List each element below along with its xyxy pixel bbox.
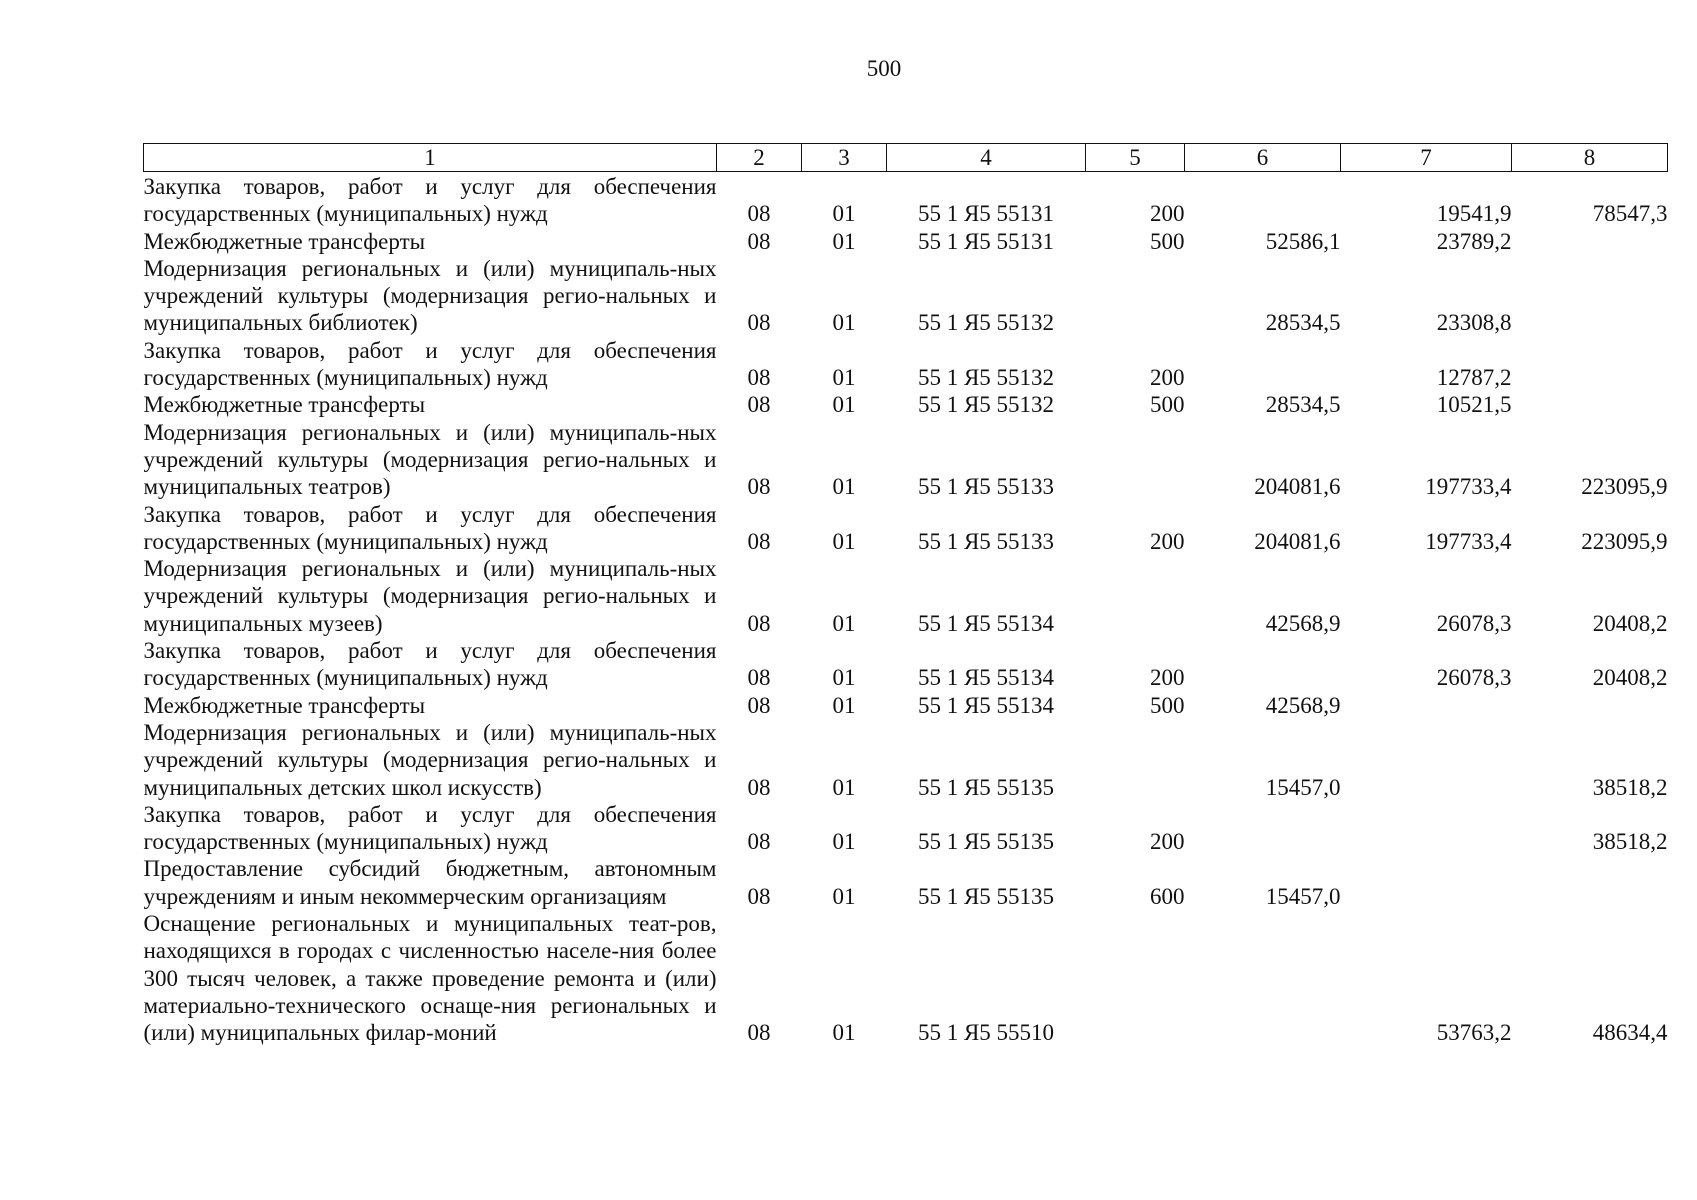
subsection-code: 01 <box>832 392 856 418</box>
amount-col-8: 38518,2 <box>1592 774 1668 800</box>
subsection-code: 01 <box>832 774 856 800</box>
section-code: 08 <box>747 228 771 254</box>
amount-col-8: 48634,4 <box>1592 1020 1668 1046</box>
subsection-code: 01 <box>832 365 856 391</box>
target-article-code: 55 1 Я5 55131 <box>917 228 1055 254</box>
amount-col-6: 52586,1 <box>1265 228 1341 254</box>
subsection-code: 01 <box>832 692 856 718</box>
amount-col-6 <box>1185 910 1341 1046</box>
amount-col-7: 197733,4 <box>1425 528 1512 554</box>
amount-col-8: 20408,2 <box>1592 610 1668 636</box>
amount-col-6 <box>1185 801 1341 856</box>
section-code: 08 <box>747 774 771 800</box>
amount-col-7 <box>1341 801 1512 856</box>
amount-col-7: 197733,4 <box>1425 474 1512 500</box>
amount-col-8 <box>1512 228 1668 255</box>
amount-col-8 <box>1512 391 1668 418</box>
row-description: Модернизация региональных и (или) муниципаль-ных учреждений культуры (модернизация регио-нальных и муниципальных детских школ искусств) <box>143 719 717 800</box>
expense-type-code <box>1086 910 1185 1046</box>
section-code: 08 <box>747 665 771 691</box>
table-row <box>144 419 1668 501</box>
row-description: Закупка товаров, работ и услуг для обеспечения государственных (муниципальных) нужд <box>143 638 717 691</box>
row-description: Модернизация региональных и (или) муниципаль-ных учреждений культуры (модернизация регио-нальных и муниципальных театров) <box>143 419 717 500</box>
amount-col-8: 78547,3 <box>1592 201 1668 227</box>
amount-col-6: 15457,0 <box>1265 774 1341 800</box>
amount-col-7: 53763,2 <box>1436 1020 1512 1046</box>
row-description: Межбюджетные трансферты <box>143 228 426 254</box>
table-row <box>144 228 1668 255</box>
subsection-code: 01 <box>832 528 856 554</box>
target-article-code: 55 1 Я5 55134 <box>917 610 1055 636</box>
amount-col-8: 223095,9 <box>1581 474 1668 500</box>
section-code: 08 <box>747 692 771 718</box>
row-description: Оснащение региональных и муниципальных теат-ров, находящихся в городах с численностью населе-ния более 300 тысяч человек, а также проведение ремонта и (или) материально-технического оснаще-ния региональных и (или) муниципальных филар-моний <box>143 911 717 1046</box>
column-header-1: 1 <box>144 144 717 172</box>
table-row <box>144 692 1668 719</box>
target-article-code: 55 1 Я5 55135 <box>917 774 1055 800</box>
amount-col-6 <box>1185 337 1341 392</box>
amount-col-7: 23308,8 <box>1436 310 1512 336</box>
amount-col-6: 42568,9 <box>1265 610 1341 636</box>
table-body <box>144 172 1668 1047</box>
subsection-code: 01 <box>832 665 856 691</box>
row-description: Межбюджетные трансферты <box>143 692 426 718</box>
target-article-code: 55 1 Я5 55132 <box>917 365 1055 391</box>
column-header-8: 8 <box>1512 144 1668 172</box>
section-code: 08 <box>747 883 771 909</box>
expense-type-code: 500 <box>1150 692 1185 718</box>
column-header-6: 6 <box>1185 144 1341 172</box>
header-row <box>144 144 1668 172</box>
column-header-7: 7 <box>1341 144 1512 172</box>
expense-type-code: 200 <box>1150 528 1185 554</box>
section-code: 08 <box>747 310 771 336</box>
row-description: Закупка товаров, работ и услуг для обеспечения государственных (муниципальных) нужд <box>143 501 717 554</box>
subsection-code: 01 <box>832 1020 856 1046</box>
column-header-2: 2 <box>717 144 802 172</box>
page-number: 500 <box>866 56 902 81</box>
table-row <box>144 337 1668 392</box>
target-article-code: 55 1 Я5 55135 <box>917 883 1055 909</box>
expense-type-code: 500 <box>1150 392 1185 418</box>
row-description: Предоставление субсидий бюджетным, автономным учреждениям и иным некоммерческим организациям <box>143 856 717 909</box>
row-description: Модернизация региональных и (или) муниципаль-ных учреждений культуры (модернизация регио-нальных и муниципальных библиотек) <box>143 255 717 336</box>
expense-type-code: 200 <box>1150 365 1185 391</box>
column-header-5: 5 <box>1086 144 1185 172</box>
table-row <box>144 637 1668 692</box>
row-description: Межбюджетные трансферты <box>143 392 426 418</box>
expense-type-code: 200 <box>1150 201 1185 227</box>
column-header-3: 3 <box>802 144 887 172</box>
section-code: 08 <box>747 528 771 554</box>
subsection-code: 01 <box>832 883 856 909</box>
subsection-code: 01 <box>832 228 856 254</box>
amount-col-8 <box>1512 255 1668 337</box>
subsection-code: 01 <box>832 474 856 500</box>
expense-type-code: 200 <box>1150 665 1185 691</box>
expense-type-code: 500 <box>1150 228 1185 254</box>
amount-col-8: 38518,2 <box>1592 829 1668 855</box>
subsection-code: 01 <box>832 829 856 855</box>
row-description: Модернизация региональных и (или) муниципаль-ных учреждений культуры (модернизация регио-нальных и муниципальных музеев) <box>143 556 717 636</box>
expense-type-code: 600 <box>1150 883 1185 909</box>
expense-type-code <box>1086 419 1185 501</box>
amount-col-7: 23789,2 <box>1436 228 1512 254</box>
target-article-code: 55 1 Я5 55132 <box>917 392 1055 418</box>
target-article-code: 55 1 Я5 55132 <box>917 310 1055 336</box>
expense-type-code <box>1086 719 1185 801</box>
row-description: Закупка товаров, работ и услуг для обеспечения государственных (муниципальных) нужд <box>143 337 717 391</box>
amount-col-6: 28534,5 <box>1265 310 1341 336</box>
table-row <box>144 910 1668 1046</box>
target-article-code: 55 1 Я5 55133 <box>917 528 1055 554</box>
section-code: 08 <box>747 829 771 855</box>
expense-type-code: 200 <box>1150 829 1185 855</box>
expense-type-code <box>1086 255 1185 337</box>
amount-col-8 <box>1512 855 1668 910</box>
amount-col-6: 28534,5 <box>1265 392 1341 418</box>
section-code: 08 <box>747 474 771 500</box>
amount-col-7: 26078,3 <box>1436 665 1512 691</box>
section-code: 08 <box>747 610 771 636</box>
amount-col-7: 10521,5 <box>1436 392 1512 418</box>
amount-col-7: 12787,2 <box>1436 365 1512 391</box>
table-row <box>144 719 1668 801</box>
amount-col-8 <box>1512 337 1668 392</box>
amount-col-7 <box>1341 692 1512 719</box>
amount-col-6: 42568,9 <box>1265 692 1341 718</box>
table-row <box>144 255 1668 337</box>
amount-col-6 <box>1185 172 1341 228</box>
row-description: Закупка товаров, работ и услуг для обеспечения государственных (муниципальных) нужд <box>143 174 717 227</box>
table-row <box>144 801 1668 856</box>
target-article-code: 55 1 Я5 55135 <box>917 829 1055 855</box>
row-description: Закупка товаров, работ и услуг для обеспечения государственных (муниципальных) нужд <box>143 801 717 855</box>
table-row <box>144 555 1668 637</box>
amount-col-6: 204081,6 <box>1254 528 1341 554</box>
amount-col-6: 15457,0 <box>1265 883 1341 909</box>
table-row <box>144 172 1668 228</box>
amount-col-6 <box>1185 637 1341 692</box>
column-header-4: 4 <box>887 144 1086 172</box>
subsection-code: 01 <box>832 310 856 336</box>
amount-col-7: 19541,9 <box>1436 201 1512 227</box>
target-article-code: 55 1 Я5 55134 <box>917 692 1055 718</box>
section-code: 08 <box>747 201 771 227</box>
budget-table <box>143 143 1668 1047</box>
target-article-code: 55 1 Я5 55133 <box>917 474 1055 500</box>
target-article-code: 55 1 Я5 55131 <box>917 201 1055 227</box>
subsection-code: 01 <box>832 610 856 636</box>
amount-col-6: 204081,6 <box>1254 474 1341 500</box>
table-row <box>144 855 1668 910</box>
subsection-code: 01 <box>832 201 856 227</box>
amount-col-7: 26078,3 <box>1436 610 1512 636</box>
expense-type-code <box>1086 555 1185 637</box>
amount-col-8: 223095,9 <box>1581 528 1668 554</box>
target-article-code: 55 1 Я5 55510 <box>917 1020 1055 1046</box>
target-article-code: 55 1 Я5 55134 <box>917 665 1055 691</box>
amount-col-8: 20408,2 <box>1592 665 1668 691</box>
amount-col-8 <box>1512 692 1668 719</box>
section-code: 08 <box>747 1020 771 1046</box>
section-code: 08 <box>747 392 771 418</box>
amount-col-7 <box>1341 855 1512 910</box>
table-row <box>144 501 1668 556</box>
amount-col-7 <box>1341 719 1512 801</box>
table-row <box>144 391 1668 418</box>
section-code: 08 <box>747 365 771 391</box>
